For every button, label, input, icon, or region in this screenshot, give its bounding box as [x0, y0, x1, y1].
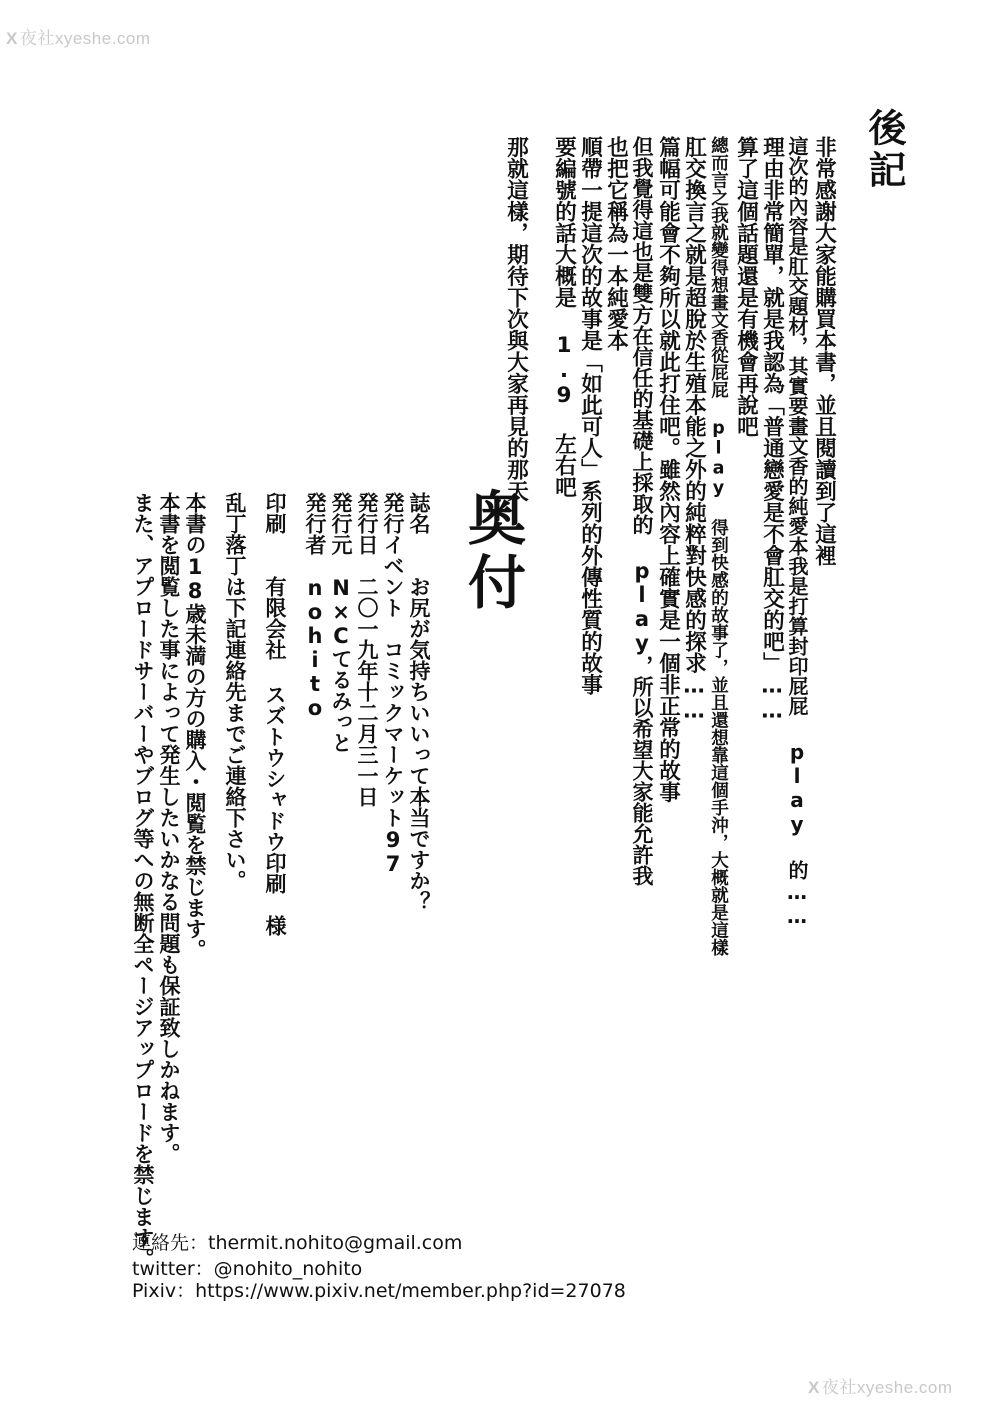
x-logo-icon: X [808, 1378, 820, 1397]
afterword-line-8: 但我覺得這也是雙方在信任的基礎上採取的 play，所以希望大家能允許我 [630, 136, 654, 886]
contact-twitter: twitter：@nohito_nohito [132, 1258, 363, 1280]
colophon-author: 発行者 nohito [303, 492, 327, 720]
watermark-top-left [6, 24, 151, 49]
watermark-text: 夜社xyeshe.com [821, 1378, 953, 1397]
afterword-line-4: 算了這個話題還是有機會再說吧 [733, 136, 759, 437]
x-logo-icon: X [6, 29, 18, 48]
colophon-notice-3: 本書を閲覧した事によって発生したいかなる問題も保証致しかねます。 [157, 492, 181, 1164]
watermark-bottom-right [808, 1373, 953, 1398]
afterword-line-9: 也把它稱為一本純愛本 [603, 136, 629, 351]
contact-email: 連絡先：thermit.nohito@gmail.com [132, 1232, 463, 1254]
afterword-line-11: 要編號的話大概是 1.9 左右吧 [551, 136, 577, 498]
colophon-notice-2: 本書の18歳未満の方の購入・閲覧を禁じます。 [183, 492, 207, 960]
afterword-line-10: 順帶一提這次的故事是「如此可人」系列的外傳性質的故事 [577, 136, 603, 695]
afterword-line-2: 這次的內容是肛交題材，其實要畫文香的純愛本我是打算封印屁屁 play 的…… [785, 136, 809, 928]
afterword-line-5: 總而言之我就變得想畫文香從屁屁 play 得到快感的故事了，並且還想靠這個手沖，大概就是這樣 [708, 136, 729, 956]
colophon-magazine-title: 誌名 お尻が気持ちいいって本当ですか？ [407, 492, 431, 912]
colophon-event: 発行イベント コミックマーケット97 [381, 492, 405, 876]
colophon-printer: 印刷 有限会社 スズトウシャドウ印刷 様 [263, 492, 287, 936]
colophon-title: 奥付 [458, 488, 526, 616]
colophon-publisher: 発行元 N×Cてるみっと [329, 492, 353, 753]
contact-pixiv: Pixiv：https://www.pixiv.net/member.php?id=27078 [132, 1280, 626, 1302]
colophon-date: 発行日 二〇一九年十二月三一日 [355, 492, 379, 807]
afterword-title: 後記 [862, 108, 906, 192]
colophon-notice-4: また、アプロードサーバーやブログ等への無断全ページアップロードを禁じます。 [131, 492, 155, 1269]
watermark-text: 夜社xyeshe.com [19, 29, 151, 48]
afterword-line-6: 肛交換言之就是超脫於生殖本能之外的純粹對快感的探求…… [681, 136, 707, 724]
colophon-notice-1: 乱丁落丁は下記連絡先までご連絡下さい。 [223, 492, 247, 891]
afterword-line-3: 理由非常簡單，就是我認為「普通戀愛是不會肛交的吧」…… [759, 136, 785, 724]
afterword-line-12: 那就這樣，期待下次與大家再見的那天 [503, 136, 529, 502]
afterword-line-7: 篇幅可能會不夠所以就此打住吧。雖然內容上確實是一個非正常的故事 [655, 136, 681, 803]
afterword-line-1: 非常感謝大家能購買本書，並且閱讀到了這裡 [811, 136, 837, 566]
